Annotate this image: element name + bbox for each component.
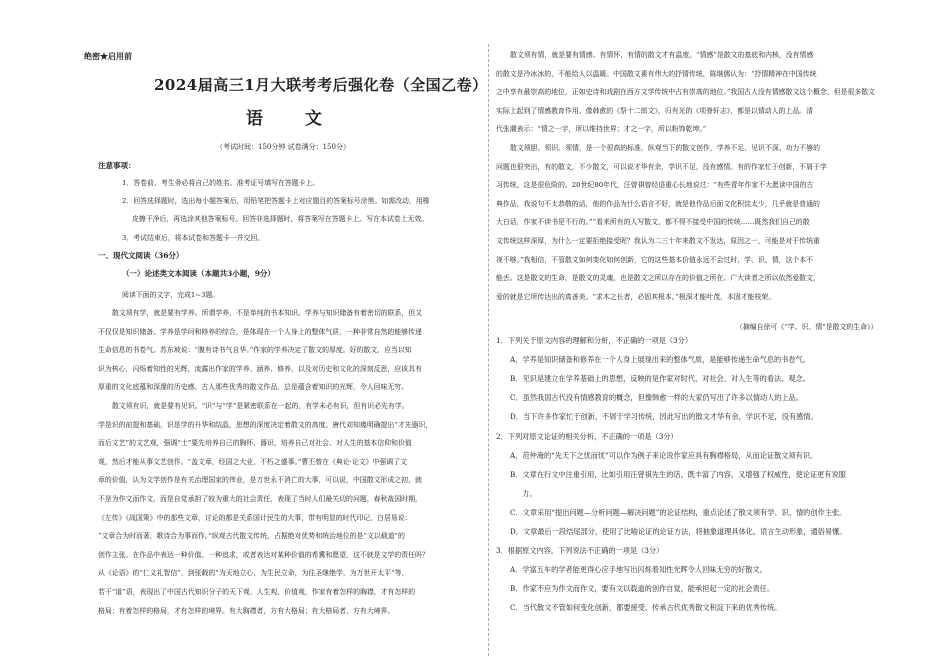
passage-line: 的散文是冷冰冰的，不能给人以温暖。中国散文素有伟大的抒情传统，陈继儒认为：“抒情精神在中国传统 — [496, 69, 817, 78]
passage-line: 散文须有学，就是要有学养。所谓学养，不是单纯的书本知识。学养与知识储备有着密切的联系，但又 — [112, 309, 423, 317]
passage-line: “文章合为时而著，歌诗合为事而作。”纵观古代散文传统，占据绝对优势和统治地位的是“文以载道”的 — [98, 532, 405, 541]
left-passage — [98, 304, 482, 620]
right-passage — [496, 46, 900, 306]
passage-line: 观，然后才能从事文艺创作。“盖文章，经国之大业，不朽之盛事。”曹丕曾在《典论·论文》中强调了文 — [98, 457, 407, 466]
passage-line: 生命信息的书卷气。苏东坡说：“腹有诗书气自华。”作家的学养决定了散文的厚度。好的散文，应当以知 — [98, 346, 412, 355]
passage-line: 若干“道”语，表现出了中国古代知识分子的天下观、人生观、价值观，作家有着怎样的胸襟，才有怎样的 — [98, 587, 416, 596]
notes-heading: 注意事项： — [98, 161, 136, 170]
reading-instruction: 阅读下面的文字，完成1~3题。 — [122, 291, 220, 299]
column-divider — [488, 44, 489, 656]
passage-line: 代张潮表示：“情之一字，所以维持世界；才之一字，所以粉饰乾坤。” — [496, 125, 707, 134]
section-heading: 一、现代文阅读（36分） — [98, 251, 184, 260]
passage-line: 问题也很突出，有的散文，不少散文，可以说才华有余，学识不足，没有感情。有的作家忙于创新，不屑于学 — [496, 162, 827, 171]
passage-line: 爱的就是它所传达出的真善美。“求木之长者，必固其根本。”根深才能叶茂，本固才能枝荣。 — [496, 292, 776, 301]
passage-line: 视不够。”我相信，不管散文如何变化如何创新，它的这些基本价值永远不会过时，学、识、情，这个本不 — [496, 255, 814, 264]
passage-line: 《左传》《战国策》中的那些文章，讨论的都是关系国计民生的大事，带有明显的时代印记，白居易说： — [98, 513, 412, 522]
question-2-option-d[interactable]: D．文章最后一段结尾部分，使用了比喻论证的论证方法，将抽象道理具体化，语言生动形象，通俗易懂。 — [510, 527, 847, 536]
question-2-option-c[interactable]: C．文章采用“提出问题—分析问题—解决问题”的论证结构，重点论述了散文须有学、识、情的创作主张。 — [510, 508, 847, 517]
question-3-stem: 3．根据原文内容，下列说法不正确的一项是（3分） — [496, 546, 664, 555]
passage-line: 章的价值，认为文学创作是有关治理国家的伟业，是万世永不消亡的大事，可以说，中国散文形成之初，就 — [98, 476, 422, 485]
secret-label: 绝密★启用前 — [84, 51, 132, 61]
question-1-stem: 1．下列关于原文内容的理解和分析，不正确的一项是（3分） — [496, 336, 693, 345]
passage-line: 典作品，我说句不太恭敬的话，他的作品为什么语言不好，就是他作品后面文化积淀太少，几乎就是普通的 — [496, 199, 820, 208]
subsection-heading: （一）论述类文本阅读（本题共3小题，9分） — [122, 269, 275, 278]
passage-line: 散文须有识，就是要有见识。“识”与“学”是紧密联系在一起的，有学未必有识，但有识必先有学。 — [112, 401, 409, 410]
question-3-option-b[interactable]: B．作家不应为作文而作文，要有文以载道的创作自觉，能承担起一定的社会责任。 — [510, 584, 775, 593]
exam-title: 2024届高三1月大联考考后强化卷（全国乙卷） — [154, 76, 488, 94]
note-item: 1．答卷前，考生务必将自己的姓名、准考证号填写在答题卡上。 — [122, 179, 320, 187]
question-2-stem: 2．下列对原文论证的相关分析，不正确的一项是（3分） — [496, 432, 678, 441]
passage-line: 不仅仅是知识储备。学养是学问和修养的综合，是体现在一个人身上的整体气质，一种非常自然的能够传递 — [98, 327, 422, 336]
passage-line: 散文须有情，就是要有情感、有情怀，有情的散文才有温度。“情感”是散文的基底和内核，没有情感 — [510, 51, 814, 59]
exam-info: （考试时间：150分钟 试卷满分：150分） — [216, 143, 350, 151]
passage-source: （摘编自徐可《“学、识、情”是散文的生命》） — [736, 323, 878, 331]
question-3-option-a[interactable]: A．学富五车的学者能更得心应手地写出闪烁着知性光辉令人回味无穷的好散文。 — [510, 565, 767, 574]
question-2-option-b[interactable]: B．文章在行文中注重引用，比如引用汪曾祺先生的话，既丰富了内容，又增强了权威性，使论证更有说服 — [510, 470, 846, 479]
note-item: 2．回答选择题时，选出每小题答案后，用铅笔把答题卡上对应题目的答案标号涂黑。如需改动，用橡 — [122, 197, 430, 205]
passage-line: 文传统这样深厚，为什么一定要拒绝接受呢？我认为二三十年来散文不发达，原因之一，可能是对于传统重 — [496, 236, 820, 245]
passage-line: 习传统，这是很危险的。20世纪80年代，汪曾祺曾经语重心长地说过：“有些青年作家不大愿读中国的古 — [496, 181, 814, 190]
passage-line: 从《论语》的“仁义礼智信”，到张载的“为天地立心，为生民立命，为往圣继绝学，为万世开太平”等， — [98, 569, 409, 578]
passage-line: 大白话，作家不读书是不行的。”“看来所有的人写散文，都不得不接受中国的传统……既然我们自己的散 — [496, 218, 810, 227]
question-1-option-b[interactable]: B．见识是建立在学养基础上的思想，反映的是作家对时代、对社会、对人生等的看法、观念。 — [510, 374, 810, 383]
passage-line: 实际上起到了情感教育作用。像韩愈的《祭十二郎文》，归有光的《项脊轩志》，都是以情动人的上品。清 — [496, 106, 813, 115]
question-1-option-d[interactable]: D．当下许多作家忙于创新，不屑于学习传统，因此写出的散文才华有余，学识不足，没有感情。 — [510, 412, 818, 421]
question-1-option-c[interactable]: C．虽然我国古代没有情感教育的概念，但像韩愈一样的大家仍写出了许多以情动人的上品。 — [510, 393, 804, 402]
passage-line: 创作主张。在作品中表达一种价值、一种追求，或者表达对某种价值的希冀和愿望，这不就是文学的责任吗？ — [98, 550, 429, 559]
passage-line: 能丢。这是散文的生命，是散文的灵魂，也是散文之所以存在的价值之所在。广大读者之所以依然爱散文， — [496, 274, 820, 283]
passage-line: 识为核心，闪烁着知性的光辉，流露出作家的学养、涵养、修养，以及对历史和文化的深刻反思，应该具有 — [98, 364, 422, 373]
note-item: 皮擦干净后，再选涂其他答案标号。回答非选择题时，将答案写在答题卡上。写在本试卷上无效。 — [132, 215, 429, 223]
passage-line: 不是为作文而作文，而是自觉承担了较为重大的社会责任，表现了当时人们最关切的问题，春秋战国时期， — [98, 494, 422, 503]
passage-line: 厚重的文化底蕴和深邃的历史感。古人那些优秀的散文作品，总是蕴含着知识的光辉，令人回味无穷。 — [98, 383, 409, 392]
question-3-option-c[interactable]: C．当代散文不管如何变化创新，都要接受、传承古代优秀散文积淀下来的优秀传统。 — [510, 603, 782, 612]
note-item: 3．考试结束后，将本试卷和答题卡一并交回。 — [122, 234, 265, 242]
question-2-option-a[interactable]: A．范仲淹的“先天下之忧而忧”可以作为例子来论说作家应具有胸襟格局，从而论证散文须有识。 — [510, 451, 818, 460]
question-2-option-b-cont: 力。 — [522, 489, 537, 498]
passage-line: 散文须胆、须识、须情，是一个很高的标准，纵观当下的散文创作，学养不足、见识不深、功力不够的 — [510, 143, 821, 152]
subject-title: 语 文 — [246, 109, 340, 129]
passage-line: 而后文艺”的文艺观，强调“士”要先培养自己的胸怀、器识，培养自己对社会、对人生的基本信仰和价值 — [98, 439, 412, 448]
passage-line: 格局；有着怎样的格局，才有怎样的境界。有大胸襟者，方有大格局；有大格局者，方有大境界。 — [98, 606, 395, 615]
question-1-option-a[interactable]: A．学养是知识储备和修养在一个人身上展现出来的整体气质，是能够传递生命气息的书卷气。 — [510, 355, 810, 364]
passage-line: 之中享有最崇高的地位，正如史诗和戏剧在西方文学传统中占有崇高的地位。”我国古人没有情感散文这个概念，但是很多散文 — [496, 88, 876, 97]
passage-line: 学是识的前提和基础，识是学的升华和结晶，思想的深度决定着散文的高度。唐代刘知幾明确提出“才先器识， — [98, 420, 433, 429]
